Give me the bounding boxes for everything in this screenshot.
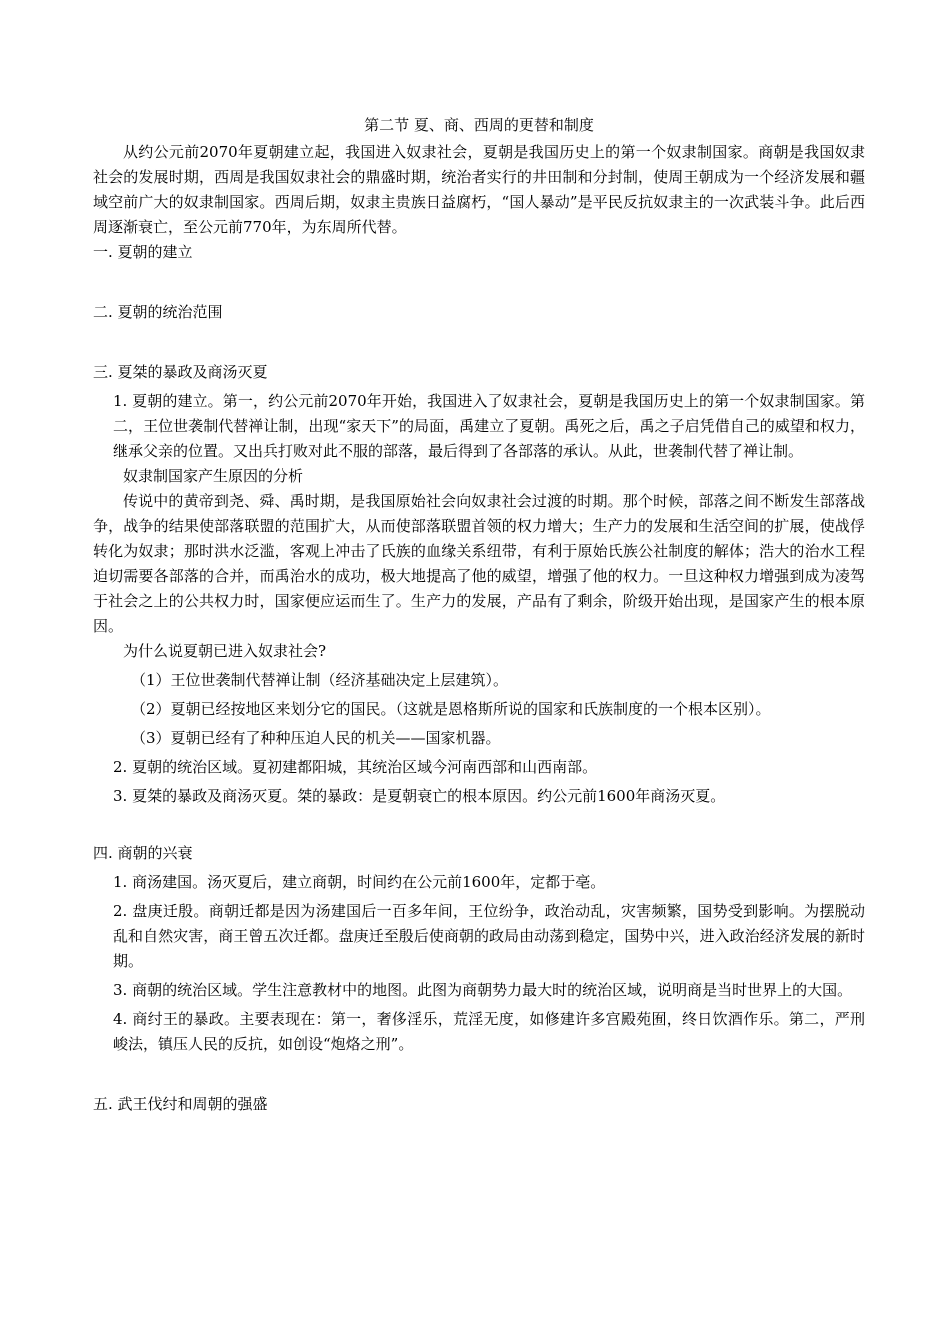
reason-item: （3）夏朝已经有了种种压迫人民的机关——国家机器。 <box>131 729 501 747</box>
shang-founding-paragraph: 1. 商汤建国。汤灭夏后，建立商朝，时间约在公元前1600年，定都于亳。 <box>113 873 606 891</box>
heading-1: 一. 夏朝的建立 <box>93 243 193 261</box>
document-body <box>93 113 865 1117</box>
jie-tyranny-paragraph: 3. 夏桀的暴政及商汤灭夏。桀的暴政：是夏朝衰亡的根本原因。约公元前1600年商汤灭夏。 <box>113 787 726 805</box>
pangeng-paragraph: 2. 盘庚迁殷。商朝迁都是因为汤建国后一百多年间，王位纷争，政治动乱，灾害频繁，国势受到影响。为摆脱动乱和自然灾害，商王曾五次迁都。盘庚迁至殷后使商朝的政局由动荡到稳定，国势中兴，进入政治经济发展的新时期。 <box>113 902 865 970</box>
blank-line <box>93 265 865 300</box>
analysis-body: 传说中的黄帝到尧、舜、禹时期，是我国原始社会向奴隶社会过渡的时期。那个时候，部落之间不断发生部落战争，战争的结果使部落联盟的范围扩大，从而使部落联盟首领的权力增大；生产力的发展和生活空间的扩展，使战俘转化为奴隶；那时洪水泛滥，客观上冲击了氏族的血缘关系纽带，有利于原始氏族公社制度的解体；浩大的治水工程迫切需要各部落的合并，而禹治水的成功，极大地提高了他的威望，增强了他的权力。一旦这种权力增强到成为凌驾于社会之上的公共权力时，国家便应运而生了。生产力的发展，产品有了剩余，阶级开始出现，是国家产生的根本原因。 <box>93 492 865 635</box>
analysis-title: 奴隶制国家产生原因的分析 <box>123 467 304 485</box>
reason-item: （2）夏朝已经按地区来划分它的国民。（这就是恩格斯所说的国家和氏族制度的一个根本区别）。 <box>131 700 771 718</box>
zhou-tyranny-paragraph: 4. 商纣王的暴政。主要表现在：第一，奢侈淫乐，荒淫无度，如修建许多宫殿苑囿，终日饮酒作乐。第二，严刑峻法，镇压人民的反抗，如创设“炮烙之刑”。 <box>113 1010 865 1053</box>
xia-founding-paragraph: 1. 夏朝的建立。第一，约公元前2070年开始，我国进入了奴隶社会，夏朝是我国历史上的第一个奴隶制国家。第二，王位世袭制代替禅让制，出现“家天下”的局面，禹建立了夏朝。禹死之后，禹之子启凭借自己的威望和权力，继承父亲的位置。又出兵打败对此不服的部落，最后得到了各部落的承认。从此，世袭制代替了禅让制。 <box>113 392 865 460</box>
blank-line <box>93 1057 865 1092</box>
question-text: 为什么说夏朝已进入奴隶社会? <box>123 642 327 660</box>
page-title: 第二节 夏、商、西周的更替和制度 <box>364 116 594 134</box>
heading-2: 二. 夏朝的统治范围 <box>93 303 223 321</box>
heading-3: 三. 夏桀的暴政及商汤灭夏 <box>93 363 268 381</box>
blank-line <box>93 325 865 360</box>
blank-line <box>93 809 865 841</box>
intro-paragraph: 从约公元前2070年夏朝建立起，我国进入奴隶社会，夏朝是我国历史上的第一个奴隶制国家。商朝是我国奴隶社会的发展时期，西周是我国奴隶社会的鼎盛时期，统治者实行的井田制和分封制，使周王朝成为一个经济发展和疆域空前广大的奴隶制国家。西周后期，奴隶主贵族日益腐朽，“国人暴动”是平民反抗奴隶主的一次武装斗争。此后西周逐渐衰亡，至公元前770年，为东周所代替。 <box>93 143 865 236</box>
heading-5: 五. 武王伐纣和周朝的强盛 <box>93 1095 268 1113</box>
reason-item: （1）王位世袭制代替禅让制（经济基础决定上层建筑）。 <box>131 671 509 689</box>
heading-4: 四. 商朝的兴衰 <box>93 844 193 862</box>
shang-region-paragraph: 3. 商朝的统治区域。学生注意教材中的地图。此图为商朝势力最大时的统治区域，说明商是当时世界上的大国。 <box>113 981 853 999</box>
xia-region-paragraph: 2. 夏朝的统治区域。夏初建都阳城，其统治区域今河南西部和山西南部。 <box>113 758 598 776</box>
